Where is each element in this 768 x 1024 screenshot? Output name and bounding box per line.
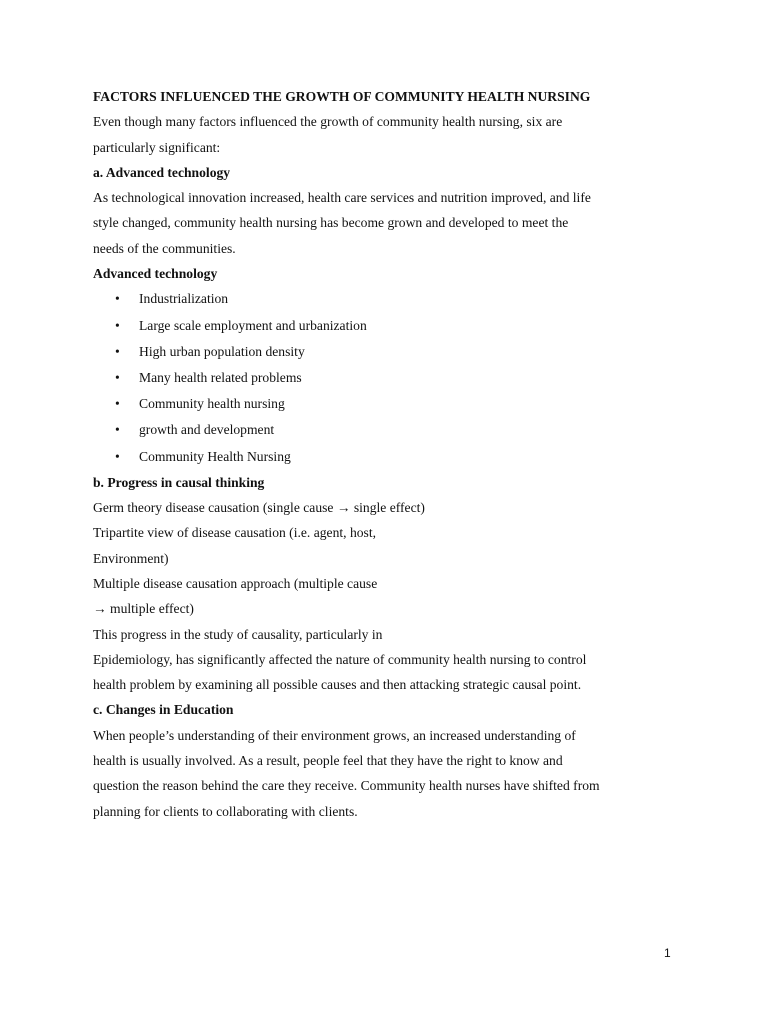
paragraph-line: planning for clients to collaborating with clients. xyxy=(93,803,358,819)
paragraph-line: Multiple disease causation approach (multiple cause xyxy=(93,575,378,591)
paragraph-line: Tripartite view of disease causation (i.e. agent, host, xyxy=(93,525,377,541)
bullet-item: • Community Health Nursing xyxy=(93,444,693,470)
document-body xyxy=(93,84,693,824)
paragraph-line: style changed, community health nursing has become grown and developed to meet the xyxy=(93,215,569,231)
paragraph-line: question the reason behind the care they receive. Community health nurses have shifted from xyxy=(93,778,600,794)
paragraph-line: health is usually involved. As a result, people feel that they have the right to know and xyxy=(93,753,563,769)
paragraph-line: Germ theory disease causation (single cause → single effect) xyxy=(93,500,425,516)
bullet-item: • growth and development xyxy=(93,417,693,443)
bullet-item: • Community health nursing xyxy=(93,391,693,417)
section-a-subheading: Advanced technology xyxy=(93,266,218,282)
paragraph-line: When people’s understanding of their environment grows, an increased understanding of xyxy=(93,727,576,743)
paragraph-line: → multiple effect) xyxy=(93,601,194,617)
bullet-item: • Industrialization xyxy=(93,286,693,312)
paragraph-line: As technological innovation increased, health care services and nutrition improved, and life xyxy=(93,190,591,206)
paragraph-line: Epidemiology, has significantly affected the nature of community health nursing to control xyxy=(93,651,587,667)
bullet-item: • Large scale employment and urbanization xyxy=(93,313,693,339)
paragraph-line: Environment) xyxy=(93,550,169,566)
paragraph-line: health problem by examining all possible causes and then attacking strategic causal point. xyxy=(93,677,582,693)
intro-line: Even though many factors influenced the growth of community health nursing, six are xyxy=(93,114,563,130)
bullet-list xyxy=(93,286,693,469)
paragraph-line: This progress in the study of causality, particularly in xyxy=(93,626,383,642)
section-b-heading: b. Progress in causal thinking xyxy=(93,474,265,490)
paragraph-line: needs of the communities. xyxy=(93,240,236,256)
section-a-heading: a. Advanced technology xyxy=(93,164,231,180)
bullet-item: • High urban population density xyxy=(93,339,693,365)
document-title: FACTORS INFLUENCED THE GROWTH OF COMMUNITY HEALTH NURSING xyxy=(93,89,591,104)
section-c-heading: c. Changes in Education xyxy=(93,702,234,718)
intro-line: particularly significant: xyxy=(93,139,221,155)
page-number: 1 xyxy=(664,946,671,960)
bullet-item: • Many health related problems xyxy=(93,365,693,391)
